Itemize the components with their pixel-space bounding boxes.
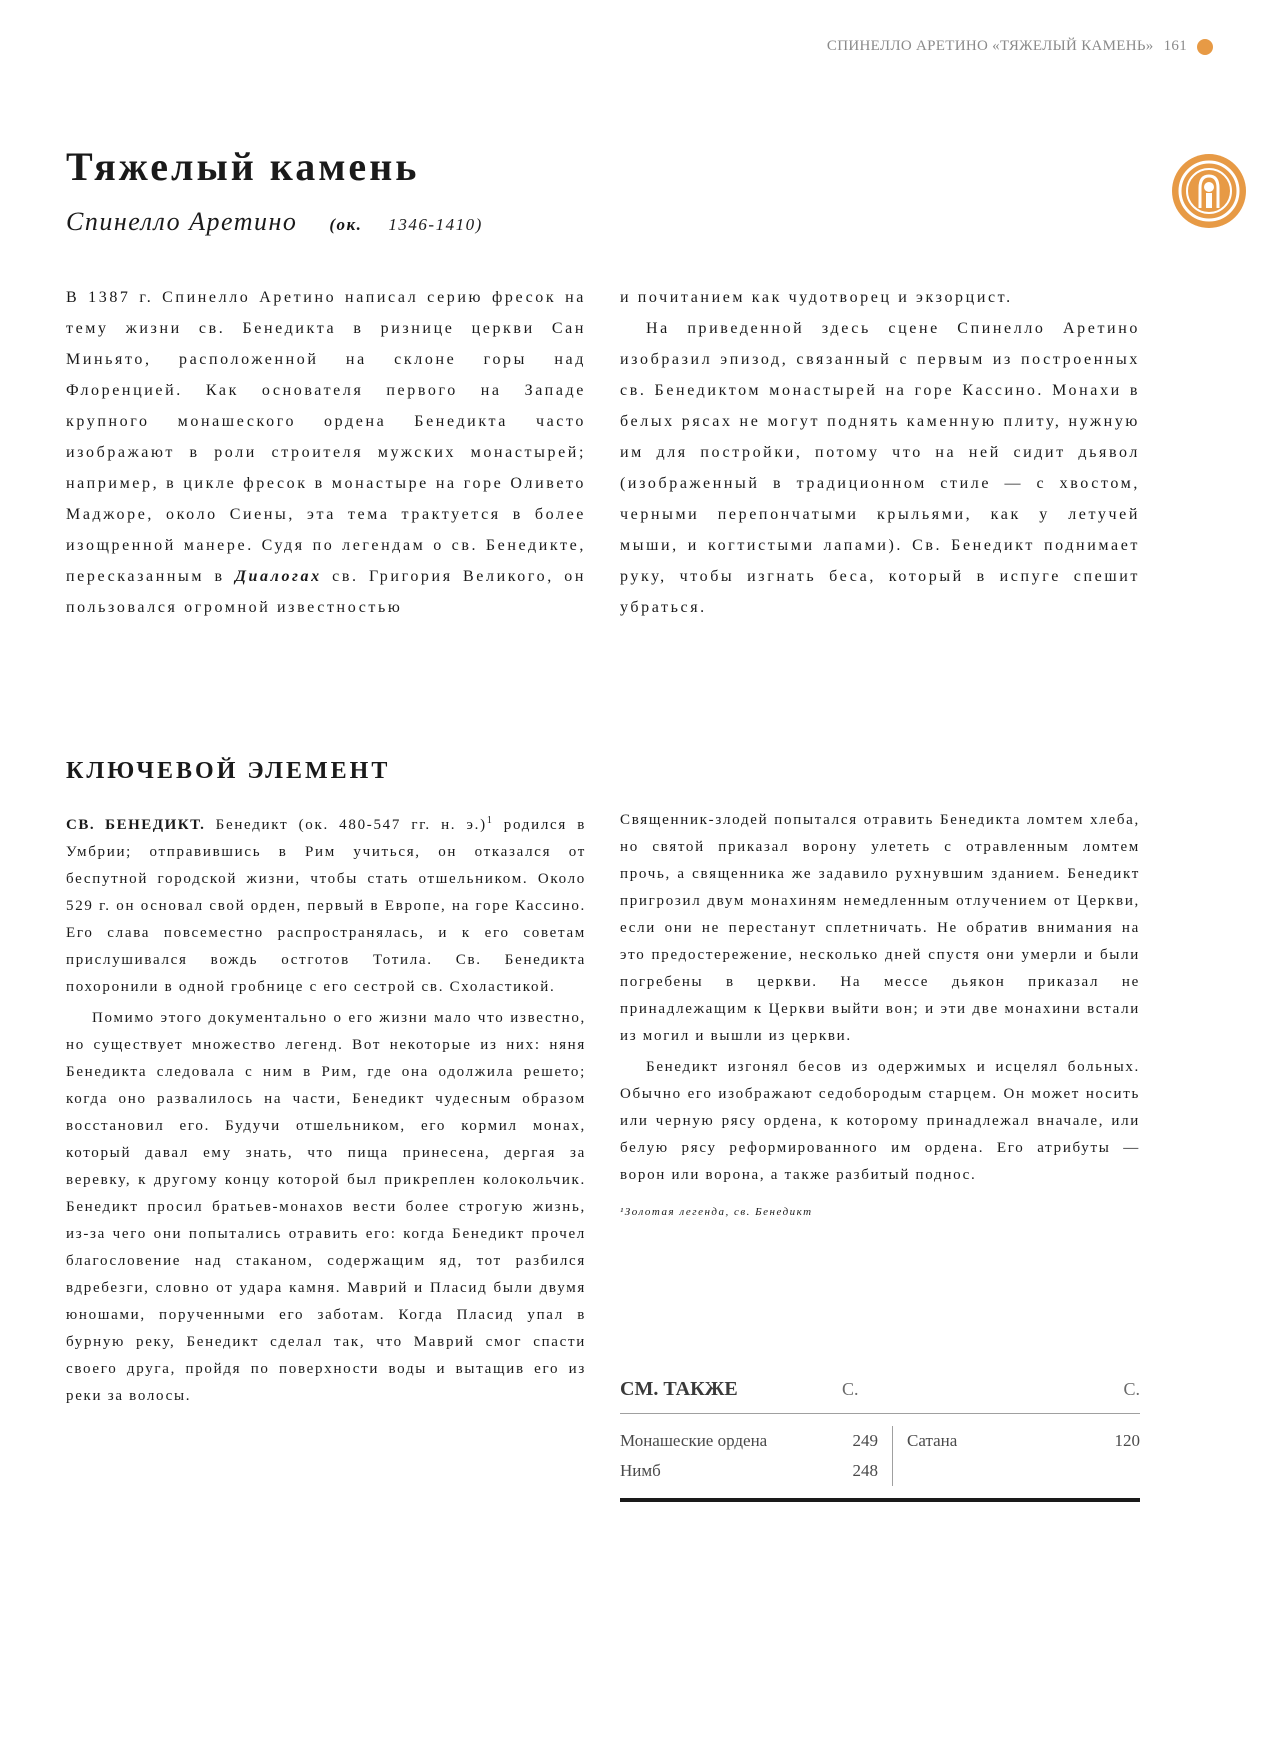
- orange-dot-icon: [1197, 39, 1213, 55]
- circa-label: (ок.: [329, 215, 363, 234]
- see-also-item[interactable]: [620, 1426, 878, 1456]
- page-title: Тяжелый камень: [66, 144, 420, 189]
- see-also-item[interactable]: [620, 1456, 878, 1486]
- date-range: 1346-1410): [388, 215, 483, 234]
- see-also-header: [620, 1378, 1140, 1414]
- intro-paragraph-2: и почитанием как чудотворец и экзорцист.: [620, 289, 1013, 306]
- intro-paragraph-3: На приведенной здесь сцене Спинелло Аретино изобразил эпизод, связанный с первым из построенных св. Бенедиктом монастырей на горе Кассино. Монахи в белых рясах не могут поднять каменную плиту, нужную им для постройки, потому что на ней сидит дьявол (изображенный в традиционном стиле — с хвостом, черными перепончатыми крыльями, как у летучей мыши, и когтистыми лапами). Св. Бенедикт поднимает руку, чтобы изгнать беса, который в испуге спешит убраться.: [620, 320, 1140, 616]
- key-element-text: [66, 807, 1140, 1410]
- key-element-heading: КЛЮЧЕВОЙ ЭЛЕМЕНТ: [66, 758, 391, 784]
- see-also-left-list: [620, 1426, 893, 1486]
- see-also-item-label: Монашеские ордена: [620, 1431, 768, 1450]
- key-paragraph-1: [66, 807, 586, 1001]
- see-also-table: [620, 1378, 1140, 1502]
- key-column-left: [66, 807, 586, 1410]
- orange-circle-emblem-icon: [1170, 152, 1248, 230]
- footnote: ¹Золотая легенда, св. Бенедикт: [620, 1206, 813, 1218]
- key-column-right: [620, 807, 1140, 1410]
- key-paragraph-1-a: Бенедикт (ок. 480-547 гг. н. э.): [215, 817, 487, 833]
- see-also-item[interactable]: [907, 1426, 1140, 1456]
- title-block: [66, 145, 866, 237]
- intro-paragraph-1-text: В 1387 г. Спинелло Аретино написал серию фресок на тему жизни св. Бенедикта в ризнице церкви Сан Миньято, расположенной на склоне горы над Флоренцией. Как основателя первого на Западе крупного монашеского ордена Бенедикта часто изображают в роли строителя мужских монастырей; например, в цикле фресок в монастыре на горе Оливето Маджоре, около Сиены, эта тема трактуется в более изощренной манере. Судя по легендам о св. Бенедикте, пересказанным в: [66, 289, 586, 585]
- page-number: 161: [1163, 38, 1187, 54]
- see-also-right-list: [893, 1426, 1140, 1486]
- intro-column-left: [66, 282, 586, 623]
- see-also-item-label: Нимб: [620, 1461, 661, 1480]
- artist-name: Спинелло Аретино: [66, 207, 298, 236]
- running-head: [827, 38, 1213, 55]
- key-paragraph-2: Помимо этого документально о его жизни мало что известно, но существует множество легенд. Вот некоторые из них: няня Бенедикта следовала с ним в Рим, где она одолжила решето; когда оно развалилось на части, Бенедикт чудесным образом восстановил его. Будучи отшельником, его кормил монах, который давал ему знать, что пища принесена, дергая за веревку, к другому концу которой был прикреплен колокольчик. Бенедикт просил братьев-монахов вести более строгую жизнь, из-за чего они попытались отравить его: когда Бенедикт прочел благословение над стаканом, содержащим яд, тот разбился вдребезги, словно от удара камня. Маврий и Пласид были двумя юношами, порученными его заботам. Когда Пласид упал в бурную реку, Бенедикт сделал так, что Маврий смог спасти своего друга, пройдя по поверхности воды и вытащив его из реки за волосы.: [66, 1010, 586, 1404]
- key-paragraph-3: Священник-злодей попытался отравить Бенедикта ломтем хлеба, но святой приказал ворону улететь с отравленным ломтем прочь, а священника же задавило рухнувшим зданием. Бенедикт пригрозил двум монахиням немедленным отлучением от Церкви, если они не перестанут сплетничать. Не обратив внимания на это предостережение, несколько дней спустя они умерли и были погребены в церкви. На мессе дьякон приказал не принадлежащим к Церкви выйти вон; и эти две монахини встали из могил и вышли из церкви.: [620, 812, 1140, 1044]
- intro-column-right: [620, 282, 1140, 623]
- see-also-item-page: 120: [1114, 1431, 1140, 1450]
- intro-text: [66, 282, 1140, 623]
- artist-dates: [329, 215, 482, 235]
- see-also-body: [620, 1414, 1140, 1502]
- see-also-title: СМ. ТАКЖЕ: [620, 1378, 738, 1400]
- page-column-label-right: С.: [1123, 1379, 1140, 1399]
- footnote-mark: 1: [486, 815, 494, 826]
- see-also-item-label: Сатана: [907, 1431, 958, 1450]
- see-also-item-page: 248: [852, 1461, 878, 1480]
- intro-paragraph-1: [66, 282, 586, 623]
- key-paragraph-1-b: родился в Умбрии; отправившись в Рим учиться, он отказался от беспутной городской жизни, чтобы стать отшельником. Около 529 г. он основал свой орден, первый в Европе, на горе Кассино. Его слава повсеместно распространялась, и к его советам прислушивался вождь остготов Тотила. Св. Бенедикта похоронили в одной гробнице с его сестрой св. Схоластикой.: [66, 817, 587, 995]
- key-paragraph-4: Бенедикт изгонял бесов из одержимых и исцелял больных. Обычно его изображают седобородым старцем. Он может носить или черную рясу ордена, к которому принадлежал вначале, или белую рясу реформированного им ордена. Его атрибуты — ворон или ворона, а также разбитый поднос.: [620, 1059, 1140, 1183]
- page-column-label-left: С.: [842, 1379, 859, 1399]
- running-title: СПИНЕЛЛО АРЕТИНО «ТЯЖЕЛЫЙ КАМЕНЬ»: [826, 38, 1154, 54]
- lead-term: СВ. БЕНЕДИКТ.: [66, 817, 206, 833]
- intro-paragraph-1-tail: св. Григория Великого, он пользовался огромной известностью: [66, 568, 586, 616]
- artist-line: [66, 207, 866, 237]
- dialogues-title: Диалогах: [235, 568, 322, 585]
- see-also-item-page: 249: [852, 1431, 878, 1450]
